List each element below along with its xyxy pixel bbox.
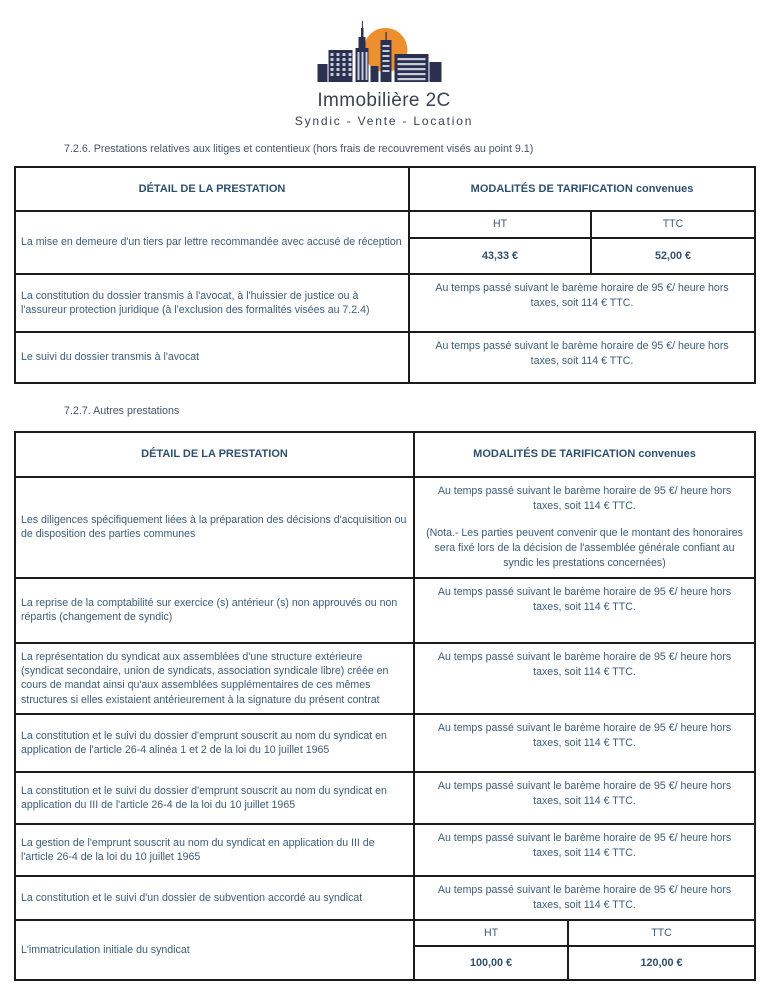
prestation-label: La constitution et le suivi d'un dossier de subvention accordé au syndicat <box>15 876 414 920</box>
table-litiges-contentieux <box>14 166 756 384</box>
tarif-cell: Au temps passé suivant le barème horaire de 95 €/ heure hors taxes, soit 114 € TTC. <box>414 714 755 772</box>
tarif-cell: Au temps passé suivant le barème horaire de 95 €/ heure hors taxes, soit 114 € TTC. <box>414 578 755 643</box>
prestation-label: La mise en demeure d'un tiers par lettre recommandée avec accusé de réception <box>15 211 409 274</box>
prestation-label: La gestion de l'emprunt souscrit au nom du syndicat en application du III de l'article 26-4 de la loi du 10 juillet 1965 <box>15 824 414 876</box>
tarif-cell: Au temps passé suivant le barème horaire de 95 €/ heure hors taxes, soit 114 € TTC. <box>414 824 755 876</box>
table-row <box>15 477 755 578</box>
ht-header: HT <box>414 920 568 946</box>
prestation-label: Le suivi du dossier transmis à l'avocat <box>15 332 409 383</box>
ttc-value: 52,00 € <box>591 238 755 274</box>
prestation-label: La constitution et le suivi du dossier d'emprunt souscrit au nom du syndicat en application de l'article 26-4 alinéa 1 et 2 de la loi du 10 juillet 1965 <box>15 714 414 772</box>
tarif-cell: Au temps passé suivant le barème horaire de 95 €/ heure hors taxes, soit 114 € TTC. <box>414 772 755 824</box>
table-header-row <box>15 167 755 211</box>
ht-value: 100,00 € <box>414 946 568 980</box>
table-row <box>15 876 755 920</box>
column-header-detail: DÉTAIL DE LA PRESTATION <box>15 432 414 477</box>
prestation-label: La représentation du syndicat aux assemblées d'une structure extérieure (syndicat secondaire, union de syndicats, association syndicale libre) créée en cours de mandat ainsi qu'aux assemblées supplémentaires de ces mêmes structures si elles existaient antérieurement à la signature du présent contrat <box>15 643 414 714</box>
logo-title: Immobilière 2C <box>317 90 451 111</box>
table-row <box>15 332 755 383</box>
prestation-label: La constitution du dossier transmis à l'avocat, à l'huissier de justice ou à l'assureur protection juridique (à l'exclusion des formalités visées au 7.2.4) <box>15 274 409 332</box>
section-heading-7-2-7: 7.2.7. Autres prestations <box>64 404 180 417</box>
tarif-cell <box>414 477 755 578</box>
ttc-header: TTC <box>591 211 755 238</box>
ht-value: 43,33 € <box>409 238 591 274</box>
prestation-label: Les diligences spécifiquement liées à la préparation des décisions d'acquisition ou de disposition des parties communes <box>15 477 414 578</box>
column-header-tarif: MODALITÉS DE TARIFICATION convenues <box>409 167 755 211</box>
ttc-header: TTC <box>568 920 755 946</box>
column-header-detail: DÉTAIL DE LA PRESTATION <box>15 167 409 211</box>
table-autres-prestations <box>14 431 756 981</box>
prestation-label: La constitution et le suivi du dossier d'emprunt souscrit au nom du syndicat en application du III de l'article 26-4 de la loi du 10 juillet 1965 <box>15 772 414 824</box>
tarif-cell: Au temps passé suivant le barème horaire de 95 €/ heure hors taxes, soit 114 € TTC. <box>409 332 755 383</box>
column-header-tarif: MODALITÉS DE TARIFICATION convenues <box>414 432 755 477</box>
table-row <box>15 772 755 824</box>
tarif-cell: Au temps passé suivant le barème horaire de 95 €/ heure hors taxes, soit 114 € TTC. <box>409 274 755 332</box>
tarif-cell: Au temps passé suivant le barème horaire de 95 €/ heure hors taxes, soit 114 € TTC. <box>414 643 755 714</box>
table-row <box>15 714 755 772</box>
section-heading-7-2-6: 7.2.6. Prestations relatives aux litiges et contentieux (hors frais de recouvrement visés au point 9.1) <box>64 143 534 155</box>
table-header-row <box>15 432 755 477</box>
prestation-label: La reprise de la comptabilité sur exercice (s) antérieur (s) non approuvés ou non répartis (changement de syndic) <box>15 578 414 643</box>
table-row <box>15 578 755 643</box>
city-skyline-icon <box>308 20 460 84</box>
table-row <box>15 211 755 238</box>
company-logo <box>0 0 768 128</box>
prestation-label: L'immatriculation initiale du syndicat <box>15 920 414 980</box>
table-row <box>15 824 755 876</box>
tarif-cell: Au temps passé suivant le barème horaire de 95 €/ heure hors taxes, soit 114 € TTC. <box>414 876 755 920</box>
table-row <box>15 274 755 332</box>
ttc-value: 120,00 € <box>568 946 755 980</box>
tarif-text: Au temps passé suivant le barème horaire de 95 €/ heure hors taxes, soit 114 € TTC. <box>437 484 732 512</box>
ht-header: HT <box>409 211 591 238</box>
nota-text: (Nota.- Les parties peuvent convenir que le montant des honoraires sera fixé lors de la décision de l'assemblée générale confiant au syndic les prestations concernées) <box>426 527 743 570</box>
logo-subtitle: Syndic - Vente - Location <box>294 114 474 128</box>
table-row <box>15 643 755 714</box>
table-row <box>15 920 755 946</box>
